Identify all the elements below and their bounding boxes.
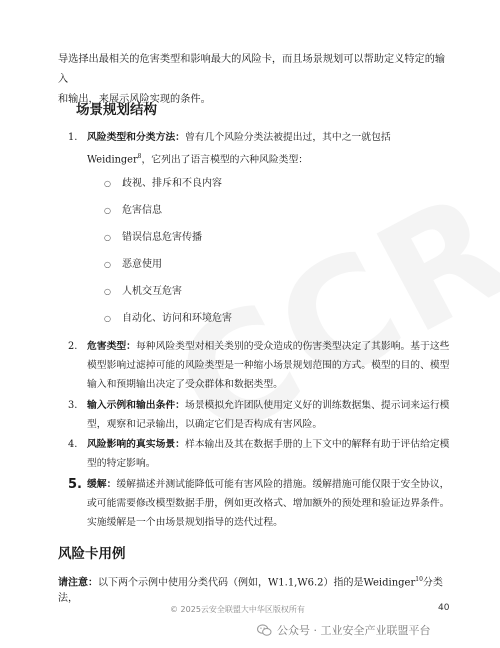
item-text: 缓解描述并测试能降低可能有害风险的措施。缓解措施可能仅限于安全协议，或可能需要修改模型数据手册，例如更改格式、增加额外的预处理和验证边界条件。实施缓解是一个由场景规划指导的迭代过程。	[87, 479, 450, 528]
list-item-harm-types	[68, 337, 454, 394]
list-item-real-scenarios	[68, 435, 454, 473]
item-label: 缓解：	[87, 479, 117, 490]
footer-copyright: © 2025云安全联盟大中华区版权所有	[170, 605, 305, 614]
item-text: 每种风险类型对相关类别的受众造成的伤害类型决定了其影响。基于这些模型影响过滤掉可能的风险类型是一种缩小场景规划范围的方式。模型的目的、模型输入和预期输出决定了受众群体和数据类型。	[87, 341, 450, 390]
wechat-icon	[257, 624, 272, 637]
item-text-tail: ，它列出了语言模型的六种风险类型：	[141, 154, 309, 166]
item-number: 3.	[68, 400, 78, 411]
list-item-input-output	[68, 396, 454, 434]
footnote-ref: 8	[137, 153, 142, 160]
section-title-risk-card-examples: 风险卡用例	[58, 546, 126, 562]
risk-type-list	[104, 176, 232, 338]
note-text: 以下两个示例中使用分类代码（例如，W1.1,W6.2）指的是Weidinger	[98, 577, 416, 589]
list-item: ○ 人机交互危害	[104, 284, 232, 311]
intro-line-2: 和输出，来展示风险实现的条件。	[58, 94, 211, 105]
item-text: 曾有几个风险分类法被提出过，其中之一就包括Weidinger	[87, 132, 391, 166]
item-number: 2.	[68, 341, 78, 352]
list-item: ○ 自动化、访问和环境危害	[104, 311, 232, 338]
list-item: ○ 危害信息	[104, 203, 232, 230]
list-item: ○ 歧视、排斥和不良内容	[104, 176, 232, 203]
item-label: 风险影响的真实场景：	[87, 439, 185, 450]
item-number: 5.	[68, 477, 82, 492]
list-item-mitigation	[68, 475, 454, 532]
note-paragraph	[58, 572, 458, 607]
list-item-risk-types	[68, 128, 454, 169]
wechat-badge	[257, 620, 431, 640]
footnote-ref: 10	[415, 576, 423, 583]
wechat-label: 公众号 · 工业安全产业联盟平台	[277, 624, 431, 637]
item-number: 4.	[68, 439, 78, 450]
item-label: 输入示例和输出条件：	[87, 400, 185, 411]
list-item: ○ 恶意使用	[104, 257, 232, 284]
item-text: 场景模拟允许团队使用定义好的训练数据集、提示词来运行模型，观察和记录输出，以确定它们是否构成有害风险。	[87, 400, 450, 430]
intro-line-1: 导选择出最相关的危害类型和影响最大的风险卡，而且场景规划可以帮助定义特定的输入	[58, 54, 446, 85]
item-text: 样本输出及其在数据手册的上下文中的解释有助于评估给定模型的特定影响。	[87, 439, 450, 469]
note-label: 请注意：	[58, 577, 98, 589]
note-text-tail: 分类法，	[58, 577, 443, 605]
item-number: 1.	[68, 132, 78, 143]
page-number: 40	[438, 603, 450, 613]
list-item: ○ 错误信息危害传播	[104, 230, 232, 257]
item-label: 危害类型：	[87, 341, 136, 352]
item-label: 风险类型和分类方法：	[87, 132, 185, 143]
section-title-scenario-structure: 场景规划结构	[76, 102, 157, 118]
